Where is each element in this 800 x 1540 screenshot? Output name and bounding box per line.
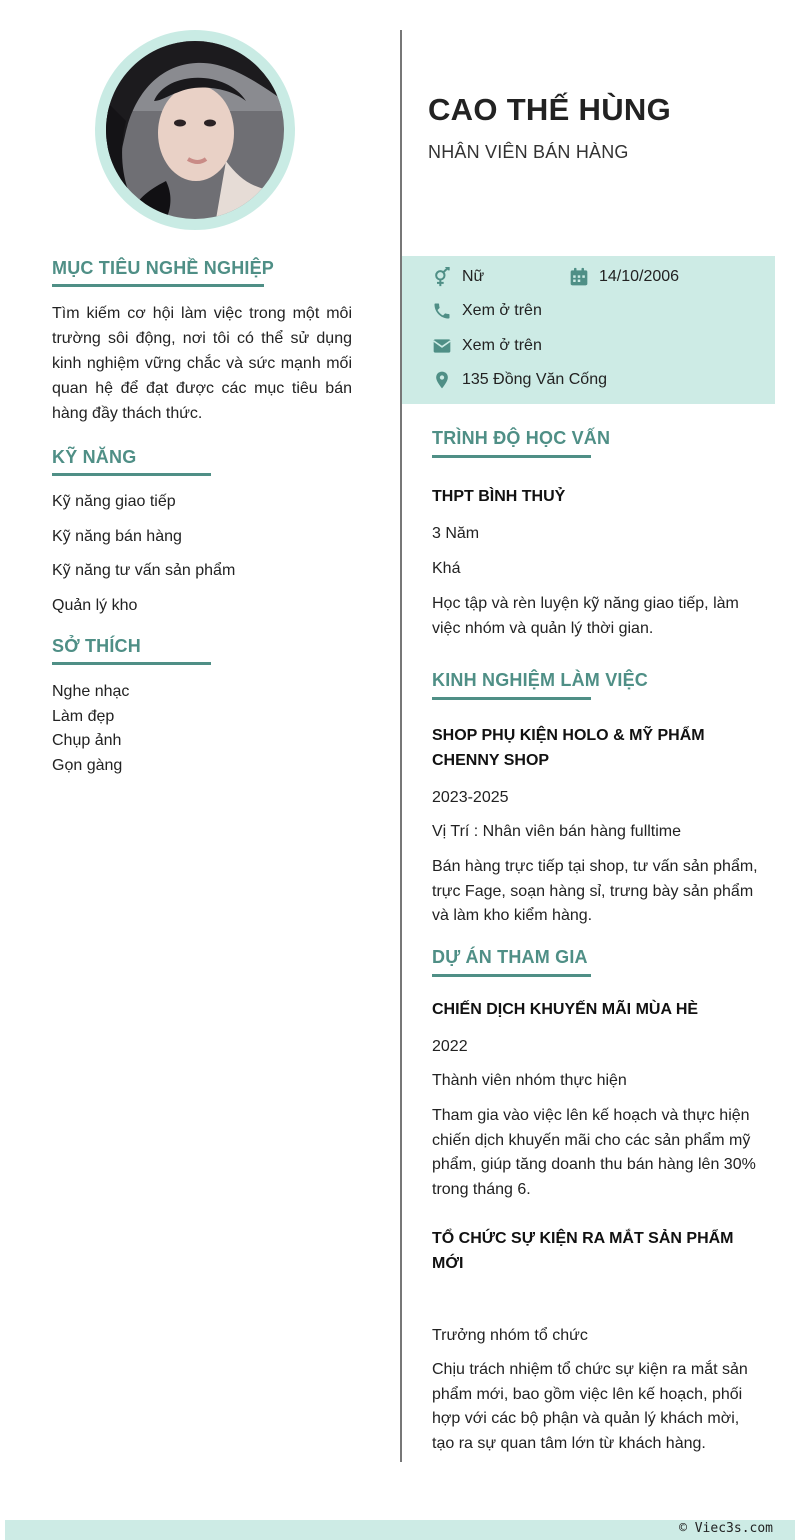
- column-divider: [400, 30, 402, 1462]
- contact-panel: [402, 256, 775, 404]
- skills-title-underline: [52, 473, 211, 476]
- project-role: Trưởng nhóm tổ chức: [432, 1327, 588, 1344]
- objective-title-underline: [52, 284, 264, 287]
- hobbies-section: [52, 636, 352, 665]
- job-title: NHÂN VIÊN BÁN HÀNG: [428, 142, 629, 162]
- project-year: 2022: [432, 1038, 468, 1055]
- contact-gender: [432, 267, 484, 287]
- projects-title-underline: [432, 974, 591, 977]
- address-value: 135 Đồng Văn Cống: [462, 371, 607, 388]
- contact-email: [432, 336, 542, 356]
- experience-period: 2023-2025: [432, 789, 509, 806]
- skill-item: Quản lý kho: [52, 597, 138, 614]
- hobbies-title: SỞ THÍCH: [52, 636, 141, 656]
- education-description: Học tập và rèn luyện kỹ năng giao tiếp, làm việc nhóm và quản lý thời gian.: [432, 595, 739, 637]
- objective-section: [52, 258, 352, 287]
- email-value: Xem ở trên: [462, 337, 542, 354]
- hobby-item: Nghe nhạc: [52, 683, 130, 700]
- education-section: [432, 428, 762, 458]
- project-description: Tham gia vào việc lên kế hoạch và thực hiện chiến dịch khuyến mãi cho các sản phẩm mỹ phẩm, giúp tăng doanh thu bán hàng lên 30% trong tháng 6.: [432, 1107, 756, 1198]
- objective-title: MỤC TIÊU NGHỀ NGHIỆP: [52, 258, 275, 278]
- experience-title: KINH NGHIỆM LÀM VIỆC: [432, 670, 649, 690]
- projects-section: [432, 947, 762, 977]
- experience-company: SHOP PHỤ KIỆN HOLO & MỸ PHẨM CHENNY SHOP: [432, 727, 705, 769]
- project-name: CHIẾN DỊCH KHUYẾN MÃI MÙA HÈ: [432, 1001, 699, 1018]
- experience-position: Vị Trí : Nhân viên bán hàng fulltime: [432, 823, 682, 840]
- project-description: Chịu trách nhiệm tổ chức sự kiện ra mắt sản phẩm mới, bao gồm việc lên kế hoạch, phối hợp với các bộ phận và quản lý khách mời, tạo ra sự quan tâm lớn từ khách hàng.: [432, 1361, 748, 1452]
- gender-icon: [432, 267, 452, 287]
- projects-title: DỰ ÁN THAM GIA: [432, 947, 588, 967]
- education-title-underline: [432, 455, 591, 458]
- skill-item: Kỹ năng giao tiếp: [52, 493, 176, 510]
- contact-phone: [432, 301, 542, 321]
- contact-birthdate: [569, 267, 679, 287]
- skill-item: Kỹ năng bán hàng: [52, 528, 182, 545]
- skills-section: [52, 447, 352, 476]
- footer-credit: © Viec3s.com: [679, 1521, 773, 1536]
- hobby-item: Chụp ảnh: [52, 732, 122, 750]
- hobby-item: Làm đẹp: [52, 707, 115, 725]
- objective-text: Tìm kiếm cơ hội làm việc trong một môi trường sôi động, nơi tôi có thể sử dụng kinh nghiệm vững chắc và sức mạnh mối quan hệ để đạt được các mục tiêu bán hàng đầy thách thức.: [52, 305, 352, 422]
- education-title: TRÌNH ĐỘ HỌC VẤN: [432, 428, 611, 448]
- education-grade: Khá: [432, 560, 461, 577]
- candidate-name: CAO THẾ HÙNG: [428, 92, 671, 127]
- education-school: THPT BÌNH THUỶ: [432, 488, 566, 505]
- avatar: [106, 41, 284, 219]
- footer-bar: [5, 1520, 795, 1540]
- hobbies-list: [52, 680, 352, 779]
- skill-item: Kỹ năng tư vấn sản phẩm: [52, 562, 236, 579]
- map-pin-icon: [432, 370, 452, 390]
- project-role: Thành viên nhóm thực hiện: [432, 1072, 627, 1089]
- phone-value: Xem ở trên: [462, 302, 542, 319]
- education-duration: 3 Năm: [432, 525, 480, 542]
- experience-description: Bán hàng trực tiếp tại shop, tư vấn sản phẩm, trực Fage, soạn hàng sỉ, trưng bày sản phẩm và làm kho kiểm hàng.: [432, 858, 758, 924]
- envelope-icon: [432, 336, 452, 356]
- phone-icon: [432, 301, 452, 321]
- hobbies-title-underline: [52, 662, 211, 665]
- experience-title-underline: [432, 697, 591, 700]
- contact-address: [432, 370, 607, 390]
- experience-section: [432, 670, 762, 700]
- skills-list: [52, 492, 352, 622]
- skills-title: KỸ NĂNG: [52, 447, 137, 467]
- hobby-item: Gọn gàng: [52, 757, 123, 775]
- gender-value: Nữ: [462, 268, 485, 285]
- project-name: TỔ CHỨC SỰ KIỆN RA MẮT SẢN PHẨM MỚI: [432, 1230, 734, 1272]
- calendar-icon: [569, 267, 589, 287]
- birthdate-value: 14/10/2006: [599, 268, 680, 285]
